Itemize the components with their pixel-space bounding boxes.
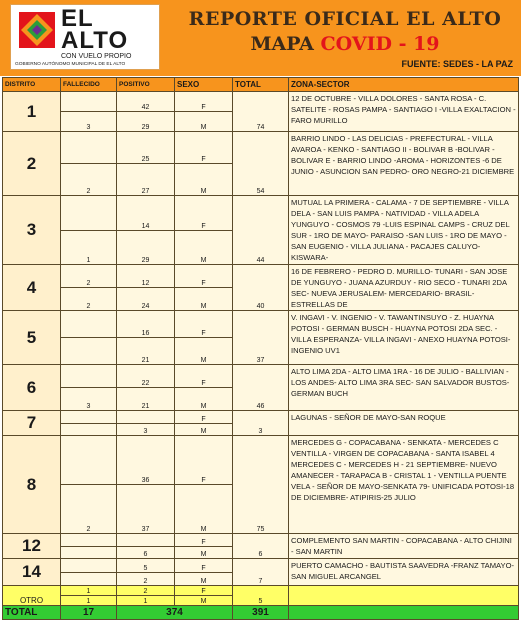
positivo-f-cell: 5 [117,559,175,573]
positivo-m-cell: 27 [117,164,175,196]
total-cell: 46 [233,365,289,411]
cases-table [2,77,519,620]
fallecido-m-cell [61,547,117,559]
positivo-m-cell: 21 [117,388,175,411]
logo-tagline: CON VUELO PROPIO [61,53,132,60]
distrito-cell: 7 [3,411,61,436]
sexo-f-cell: F [175,132,233,164]
positivo-m-cell: 24 [117,288,175,311]
positivo-f-cell: 2 [117,586,175,596]
total-cell: 40 [233,265,289,311]
positivo-m-cell: 6 [117,547,175,559]
positivo-m-cell: 21 [117,338,175,365]
subtitle-prefix: MAPA [250,33,314,55]
logo-subtitle: GOBIERNO AUTÓNOMO MUNICIPAL DE EL ALTO [15,62,126,67]
report-header [0,0,521,76]
fallecido-m-cell: 2 [61,164,117,196]
sexo-m-cell: M [175,231,233,265]
total-overall: 391 [233,606,289,620]
fallecido-m-cell: 1 [61,596,117,606]
fallecido-m-cell [61,424,117,436]
total-fallecido: 17 [61,606,117,620]
sexo-m-cell: M [175,424,233,436]
logo-word-el: EL [61,5,94,32]
logo-wordmark [61,5,129,54]
zona-cell: 12 DE OCTUBRE - VILLA DOLORES - SANTA ROSA - C. SATELITE - ROSAS PAMPA - SANTIAGO I -VILLA EXALTACION -FARO MURILLO [289,92,519,132]
distrito-cell: 5 [3,311,61,365]
table-row [3,132,519,164]
zona-cell: COMPLEMENTO SAN MARTIN - COPACABANA - ALTO CHIJINI - SAN MARTIN [289,534,519,559]
table-row [3,265,519,288]
sexo-m-cell: M [175,596,233,606]
total-cell: 37 [233,311,289,365]
logo-word-alto: ALTO [61,27,129,54]
col-distrito: DISTRITO [3,78,61,92]
col-total: TOTAL [233,78,289,92]
distrito-cell: 4 [3,265,61,311]
fallecido-f-cell [61,365,117,388]
report-subtitle [175,33,515,55]
fallecido-m-cell [61,338,117,365]
total-cell: 54 [233,132,289,196]
zona-cell [289,586,519,606]
emblem-icon [17,10,57,50]
table-row [3,365,519,388]
sexo-m-cell: M [175,485,233,534]
table-header [3,78,519,92]
zona-cell: MUTUAL LA PRIMERA - CALAMA - 7 DE SEPTIEMBRE - VILLA DELA - SAN LUIS PAMPA - NATIVIDAD - VILLA ADELA YUNGUYO - COSMOS 79 -LUIS ESPINAL CAMPS - CRUZ DEL SUR - 1RO DE MAYO- PARAISO -SAN LUIS - 1RO DE MAYO - SAN EUGENIO - VILLA JULIANA - PACAJES CALUYO-KISWARA- [289,196,519,265]
sexo-f-cell: F [175,586,233,596]
table-row [3,534,519,547]
sexo-f-cell: F [175,196,233,231]
col-positivo: POSITIVO [117,78,175,92]
total-cell: 3 [233,411,289,436]
total-cell: 74 [233,92,289,132]
table-row [3,586,519,596]
positivo-f-cell: 22 [117,365,175,388]
sexo-m-cell: M [175,288,233,311]
zona-cell: V. INGAVI - V. INGENIO - V. TAWANTINSUYO - Z. HUAYNA POTOSI - GERMAN BUSCH - HUAYNA POTOSI 2DA SEC. - VILLA ESPERANZA- VILLA INGAVI - ANEXO HUAYNA POTOSI- INGENIO UV1 [289,311,519,365]
positivo-m-cell: 29 [117,112,175,132]
fallecido-f-cell [61,534,117,547]
fallecido-f-cell [61,559,117,573]
total-positivo: 374 [117,606,233,620]
positivo-f-cell: 12 [117,265,175,288]
distrito-cell: OTRO [3,586,61,606]
zona-cell: LAGUNAS - SEÑOR DE MAYO-SAN ROQUE [289,411,519,436]
distrito-cell: 1 [3,92,61,132]
col-sexo: SEXO [175,78,233,92]
subtitle-highlight: COVID - 19 [320,33,440,55]
fallecido-f-cell [61,132,117,164]
zona-cell: BARRIO LINDO - LAS DELICIAS - PREFECTURAL - VILLA AVAROA - KENKO - SANTIAGO II - BOLIVAR B -BOLIVAR - BOLIVAR E - BARRIO LINDO -AROMA - HORIZONTES -6 DE JUNIO - ASUNCION SAN PEDRO- ORO NEGRO-21 DICIEMBRE [289,132,519,196]
sexo-f-cell: F [175,265,233,288]
fallecido-f-cell [61,436,117,485]
table-row [3,196,519,231]
sexo-m-cell: M [175,164,233,196]
positivo-m-cell: 2 [117,573,175,586]
positivo-m-cell: 37 [117,485,175,534]
sexo-f-cell: F [175,436,233,485]
distrito-cell: 8 [3,436,61,534]
distrito-cell: 6 [3,365,61,411]
positivo-f-cell: 36 [117,436,175,485]
col-zona: ZONA-SECTOR [289,78,519,92]
fallecido-f-cell: 1 [61,586,117,596]
distrito-cell: 3 [3,196,61,265]
total-cell: 75 [233,436,289,534]
total-cell: 6 [233,534,289,559]
sexo-m-cell: M [175,112,233,132]
sexo-f-cell: F [175,534,233,547]
positivo-m-cell: 3 [117,424,175,436]
positivo-f-cell [117,411,175,424]
fallecido-f-cell [61,311,117,338]
distrito-cell: 14 [3,559,61,586]
fallecido-m-cell: 2 [61,288,117,311]
report-title: REPORTE OFICIAL EL ALTO [188,8,502,30]
positivo-f-cell: 16 [117,311,175,338]
fallecido-m-cell: 3 [61,112,117,132]
positivo-f-cell: 42 [117,92,175,112]
zona-cell: 16 DE FEBRERO - PEDRO D. MURILLO- TUNARI - SAN JOSE DE YUNGUYO - JUANA AZURDUY - RIO SECO - TUNARI 2DA SEC- NUEVA JERUSALEM- MERCEDARIO- BRASIL- ESTRELLAS DE [289,265,519,311]
total-label: TOTAL [3,606,61,620]
total-cell: 7 [233,559,289,586]
positivo-f-cell: 14 [117,196,175,231]
zona-cell: PUERTO CAMACHO - BAUTISTA SAAVEDRA -FRANZ TAMAYO-SAN MIGUEL ARCANGEL [289,559,519,586]
sexo-m-cell: M [175,573,233,586]
sexo-f-cell: F [175,365,233,388]
el-alto-logo [10,4,160,70]
sexo-m-cell: M [175,388,233,411]
sexo-f-cell: F [175,92,233,112]
table-row [3,559,519,573]
fallecido-f-cell [61,196,117,231]
sexo-f-cell: F [175,411,233,424]
fallecido-m-cell [61,573,117,586]
table-row [3,92,519,112]
sexo-f-cell: F [175,311,233,338]
col-fallecido: FALLECIDO [61,78,117,92]
sexo-m-cell: M [175,547,233,559]
table-row [3,311,519,338]
total-cell: 44 [233,196,289,265]
fallecido-f-cell: 2 [61,265,117,288]
positivo-m-cell: 1 [117,596,175,606]
table-row [3,436,519,485]
zona-cell: ALTO LIMA 2DA - ALTO LIMA 1RA - 16 DE JULIO - BALLIVIAN - LOS ANDES- ALTO LIMA 3RA SEC- SAN SALVADOR BUSTOS-GERMAN BUCH [289,365,519,411]
distrito-cell: 2 [3,132,61,196]
zona-cell: MERCEDES G - COPACABANA - SENKATA - MERCEDES C VENTILLA - VIRGEN DE COPACABANA - SANTA ISABEL 4 MERCEDES C - MERCEDES H - 21 SEPTIEMBRE- NUEVO AMANECER - TARAPACA B - CRISTAL 1 - VENTILLA PUENTE VELA - SEÑOR DE MAYO-SENKATA 79- UNIFICADA POTOSI-18 DE DICIEMBRE- ATIPIRIS-25 JULIO [289,436,519,534]
distrito-cell: 12 [3,534,61,559]
source-note: FUENTE: SEDES - LA PAZ [401,59,513,69]
fallecido-m-cell: 2 [61,485,117,534]
positivo-m-cell: 29 [117,231,175,265]
fallecido-m-cell: 1 [61,231,117,265]
fallecido-m-cell: 3 [61,388,117,411]
positivo-f-cell: 25 [117,132,175,164]
fallecido-f-cell [61,92,117,112]
sexo-m-cell: M [175,338,233,365]
sexo-f-cell: F [175,559,233,573]
total-cell: 5 [233,586,289,606]
table-row [3,411,519,424]
positivo-f-cell [117,534,175,547]
fallecido-f-cell [61,411,117,424]
